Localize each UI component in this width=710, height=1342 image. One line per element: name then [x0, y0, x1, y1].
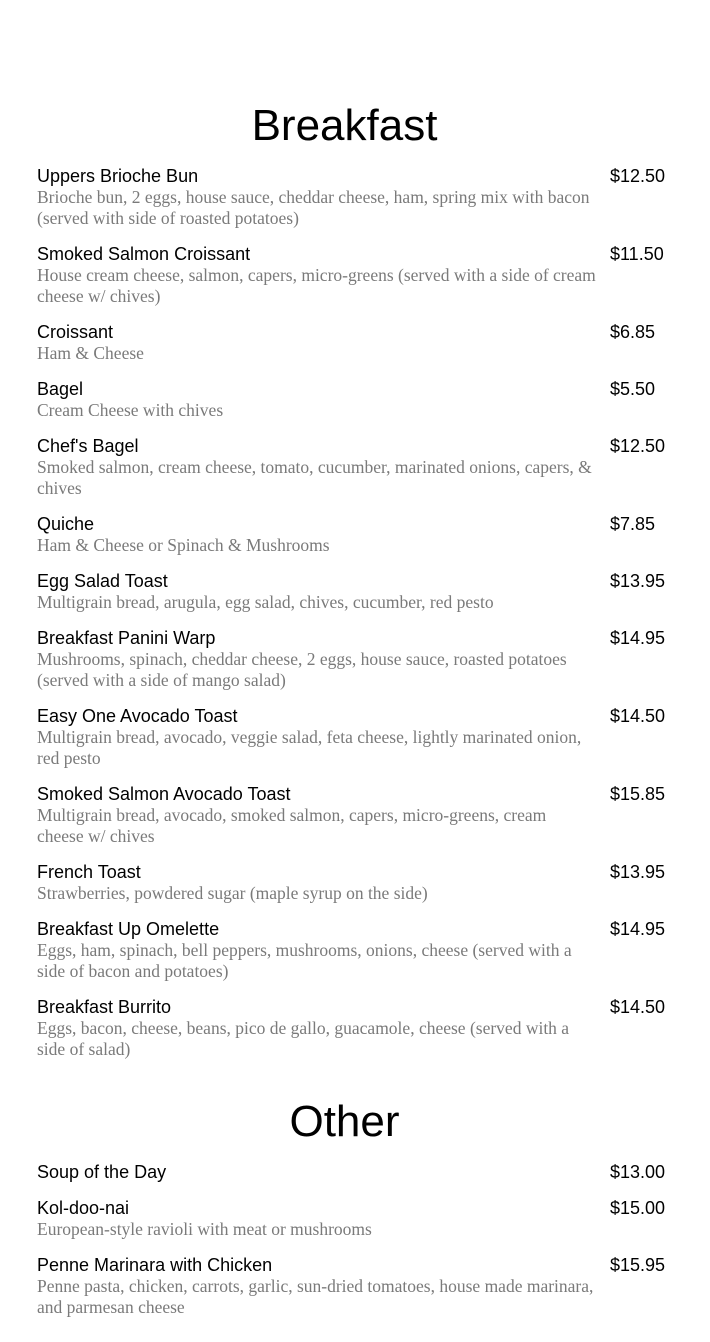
menu-item [37, 706, 667, 769]
item-name: Soup of the Day [37, 1162, 167, 1182]
item-price: $14.50 [610, 997, 666, 1017]
item-description: Brioche bun, 2 eggs, house sauce, cheddar cheese, ham, spring mix with bacon (served with side of roasted potatoes) [37, 187, 590, 228]
item-description: Strawberries, powdered sugar (maple syrup on the side) [37, 883, 428, 903]
item-description: Penne pasta, chicken, carrots, garlic, sun-dried tomatoes, house made marinara, and parmesan cheese [37, 1276, 594, 1317]
item-name: Kol-doo-nai [37, 1198, 130, 1218]
item-description: Eggs, bacon, cheese, beans, pico de gallo, guacamole, cheese (served with a side of salad) [37, 1018, 570, 1059]
item-description: Ham & Cheese or Spinach & Mushrooms [37, 535, 330, 555]
section-title-breakfast: Breakfast [251, 101, 438, 150]
item-price: $7.85 [610, 514, 656, 534]
item-price: $5.50 [610, 379, 656, 399]
item-price: $14.95 [610, 628, 666, 648]
item-price: $6.85 [610, 322, 656, 342]
item-name: Quiche [37, 514, 95, 534]
item-description: House cream cheese, salmon, capers, micro-greens (served with a side of cream cheese w/ chives) [37, 265, 596, 306]
item-description: Smoked salmon, cream cheese, tomato, cucumber, marinated onions, capers, & chives [37, 457, 592, 498]
item-name: Croissant [37, 322, 114, 342]
menu-item [37, 1198, 667, 1240]
item-name: Smoked Salmon Croissant [37, 244, 251, 264]
item-price: $11.50 [610, 244, 664, 264]
menu-item [37, 919, 667, 982]
item-price: $15.95 [610, 1255, 666, 1275]
item-name: Breakfast Panini Warp [37, 628, 216, 648]
menu-item [37, 997, 667, 1060]
item-description: Ham & Cheese [37, 343, 144, 363]
menu-item [37, 1162, 667, 1183]
item-name: Egg Salad Toast [37, 571, 168, 591]
menu [37, 100, 667, 1333]
item-description: European-style ravioli with meat or mushrooms [37, 1219, 372, 1239]
item-description: Multigrain bread, avocado, smoked salmon, capers, micro-greens, cream cheese w/ chives [37, 805, 547, 846]
menu-item [37, 1255, 667, 1318]
item-name: Breakfast Up Omelette [37, 919, 220, 939]
menu-item [37, 514, 667, 556]
item-description: Mushrooms, spinach, cheddar cheese, 2 eggs, house sauce, roasted potatoes (served with a side of mango salad) [37, 649, 567, 690]
item-name: Uppers Brioche Bun [37, 166, 199, 186]
menu-item [37, 166, 667, 229]
item-price: $14.50 [610, 706, 666, 726]
item-description: Eggs, ham, spinach, bell peppers, mushrooms, onions, cheese (served with a side of bacon and potatoes) [37, 940, 572, 981]
menu-item [37, 862, 667, 904]
menu-item [37, 436, 667, 499]
menu-item [37, 322, 667, 364]
item-description: Multigrain bread, avocado, veggie salad, feta cheese, lightly marinated onion, red pesto [37, 727, 582, 768]
menu-item [37, 379, 667, 421]
item-description: Cream Cheese with chives [37, 400, 224, 420]
item-name: Bagel [37, 379, 84, 399]
item-name: Easy One Avocado Toast [37, 706, 238, 726]
item-name: Chef's Bagel [37, 436, 139, 456]
menu-item [37, 244, 667, 307]
item-price: $15.00 [610, 1198, 666, 1218]
item-price: $13.95 [610, 571, 666, 591]
item-name: Smoked Salmon Avocado Toast [37, 784, 291, 804]
section-title-other: Other [289, 1097, 400, 1146]
item-price: $15.85 [610, 784, 666, 804]
item-price: $13.95 [610, 862, 666, 882]
item-description: Multigrain bread, arugula, egg salad, chives, cucumber, red pesto [37, 592, 494, 612]
item-price: $12.50 [610, 166, 666, 186]
item-price: $14.95 [610, 919, 666, 939]
menu-item [37, 784, 667, 847]
item-name: French Toast [37, 862, 141, 882]
menu-item [37, 571, 667, 613]
item-name: Penne Marinara with Chicken [37, 1255, 273, 1275]
item-price: $12.50 [610, 436, 666, 456]
menu-item [37, 628, 667, 691]
item-name: Breakfast Burrito [37, 997, 172, 1017]
item-price: $13.00 [610, 1162, 666, 1182]
